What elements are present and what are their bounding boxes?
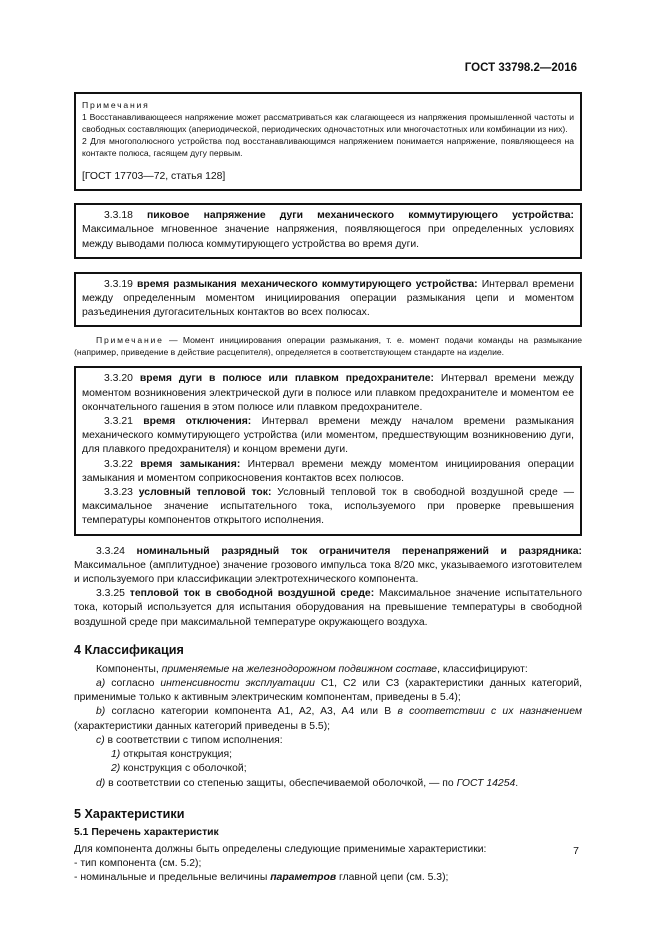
item-italic: в соответствии с их назначением: [397, 706, 582, 718]
term-3-3-19: [82, 278, 574, 321]
page-number: 7: [573, 845, 579, 857]
term-definition: Интервал времени между моментом возникновения электрической дуги в полюсе или плавком предохранителе и моментом ее окончательного гашения в этом полюсе или плавком предохранителе.: [82, 373, 574, 413]
terms-box-3-3-20-23: [74, 366, 582, 535]
note-reference: [ГОСТ 17703—72, статья 128]: [82, 171, 226, 182]
term-3-3-20: [82, 372, 574, 415]
document-header: ГОСТ 33798.2—2016: [464, 62, 577, 74]
term-3-3-18: [82, 209, 574, 252]
item-label: 2): [111, 763, 121, 775]
section-4-heading: 4 Классификация: [74, 642, 184, 657]
term-definition: Интервал времени между началом времени размыкания механического коммутирующего устройства (или моментом, предшествующим возникновению дуги, для плавкого предохранителя) и концом времени дуги.: [82, 416, 575, 456]
term-definition: Максимальное (амплитудное) значение грозового импульса тока 8/20 мкс, указываемого изготовителем и используемого при классификации электротехнического компонента.: [74, 559, 582, 586]
item-italic: интенсивности эксплуатации: [160, 678, 315, 690]
note-1: 1 Восстанавливающееся напряжение может рассматриваться как слагающееся из напряжения промышленной частоты и свободных составляющих (апериодической, периодических одночастотных или многочастотных или комбинации из них).: [82, 112, 574, 134]
note-3-3-19: [74, 334, 582, 358]
term-box-3-3-19: [74, 272, 582, 328]
term-number: 3.3.20: [104, 373, 140, 385]
term-number: 3.3.21: [104, 416, 144, 428]
term-name: номинальный разрядный ток ограничителя перенапряжений и разрядника:: [136, 545, 582, 557]
list-item-d: [74, 777, 582, 791]
section-5-1-heading: 5.1 Перечень характеристик: [74, 826, 219, 838]
term-number: 3.3.24: [96, 545, 137, 557]
note-label: Примечание: [96, 335, 164, 346]
intro-text: Компоненты,: [96, 663, 162, 675]
term-name: тепловой ток в свободной воздушной среде:: [129, 588, 375, 600]
term-definition: Интервал времени между моментом инициирования операции замыкания и моментом соприкосновения контактов всех полюсов.: [82, 458, 574, 484]
item-text: открытая конструкция;: [120, 749, 232, 761]
term-name: время размыкания механического коммутирующего устройства:: [137, 278, 478, 290]
term-3-3-23: [82, 486, 574, 529]
item-text: в соответствии со степенью защиты, обеспечиваемой оболочкой, — по: [105, 777, 457, 789]
term-number: 3.3.22: [104, 458, 141, 470]
term-name: время отключения:: [143, 416, 252, 428]
char-item-2: [74, 871, 582, 885]
list-item-a: [74, 677, 582, 705]
term-3-3-25: [74, 587, 582, 630]
term-3-3-22: [82, 458, 574, 486]
item-text: согласно: [105, 678, 161, 690]
section-5-1-intro: Для компонента должны быть определены следующие применимые характеристики:: [74, 843, 487, 855]
item-label: с): [96, 734, 105, 746]
section-4-intro: [74, 663, 582, 677]
item-text-end: С1, С2 или С3 (характеристики данных категорий, применимые только к активным электрическим компонентам, приведены в 5.4);: [74, 678, 583, 704]
item-label: d): [96, 777, 106, 789]
term-number: 3.3.19: [104, 278, 137, 290]
term-definition: Максимальное значение испытательного тока, который используется для испытания оборудования на превышение температуры в свободной воздушной среде при максимальной температуре окружающего воздуха.: [74, 588, 582, 628]
item-text-end: .: [515, 777, 519, 789]
list-item-c2: [74, 762, 582, 776]
item-italic: ГОСТ 14254: [456, 777, 516, 789]
item-text-end: (характеристики данных категорий приведены в 5.5);: [74, 720, 331, 732]
term-number: 3.3.18: [104, 210, 148, 222]
intro-text-end: , классифицируют:: [437, 663, 528, 675]
item-label: а): [96, 678, 106, 690]
item-text-end: главной цепи (см. 5.3);: [336, 872, 449, 884]
intro-italic: применяемые на железнодорожном подвижном составе: [161, 663, 438, 675]
char-item-1: - тип компонента (см. 5.2);: [74, 857, 202, 869]
item-text: конструкция с оболочкой;: [120, 763, 247, 775]
term-3-3-21: [82, 415, 574, 458]
term-definition: Максимальное мгновенное значение напряжения, появляющегося при определенных условиях между выводами полюса коммутирующего устройства во время дуги.: [82, 224, 574, 250]
item-text: в соответствии с типом исполнения:: [104, 734, 283, 746]
term-3-3-24: [74, 545, 582, 588]
item-text: согласно категории компонента A1, A2, A3, A4 или B: [105, 706, 398, 718]
item-text: - номинальные и предельные величины: [74, 872, 271, 884]
term-name: пиковое напряжение дуги механического коммутирующего устройства:: [147, 210, 574, 222]
notes-title: Примечания: [82, 100, 150, 110]
item-label: 1): [111, 749, 121, 761]
term-name: время дуги в полюсе или плавком предохранителе:: [139, 373, 434, 385]
term-name: условный тепловой ток:: [138, 487, 272, 499]
notes-box: [74, 92, 582, 191]
term-definition: Интервал времени между определенным моментом инициирования операции размыкания цепи и моментом разъединения дугогасительных контактов во всех полюсах.: [82, 278, 574, 319]
term-number: 3.3.23: [104, 487, 139, 499]
list-item-c1: [74, 748, 582, 762]
item-label: b): [96, 706, 106, 718]
list-item-b: [74, 705, 582, 733]
page-content: [74, 92, 582, 885]
note-2: 2 Для многополюсного устройства под восстанавливающимся напряжением понимается напряжение, появляющееся на контакте полюса, гасящем дугу первым.: [82, 136, 574, 158]
note-text: — Момент инициирования операции размыкания, т. е. момент подачи команды на размыкание (например, приведение в действие расцепителя), определяется в соответствующем стандарте на изделие.: [74, 335, 582, 358]
item-bold-italic: параметров: [270, 872, 337, 884]
section-5-heading: 5 Характеристики: [74, 806, 185, 821]
term-definition: Условный тепловой ток в свободной воздушной среде — максимальное значение испытательного тока, используемого при проверке превышения температуры компонентов открытого исполнения.: [82, 487, 574, 527]
term-box-3-3-18: [74, 203, 582, 259]
term-number: 3.3.25: [96, 588, 130, 600]
list-item-c: [74, 734, 582, 748]
term-name: время замыкания:: [140, 458, 241, 470]
